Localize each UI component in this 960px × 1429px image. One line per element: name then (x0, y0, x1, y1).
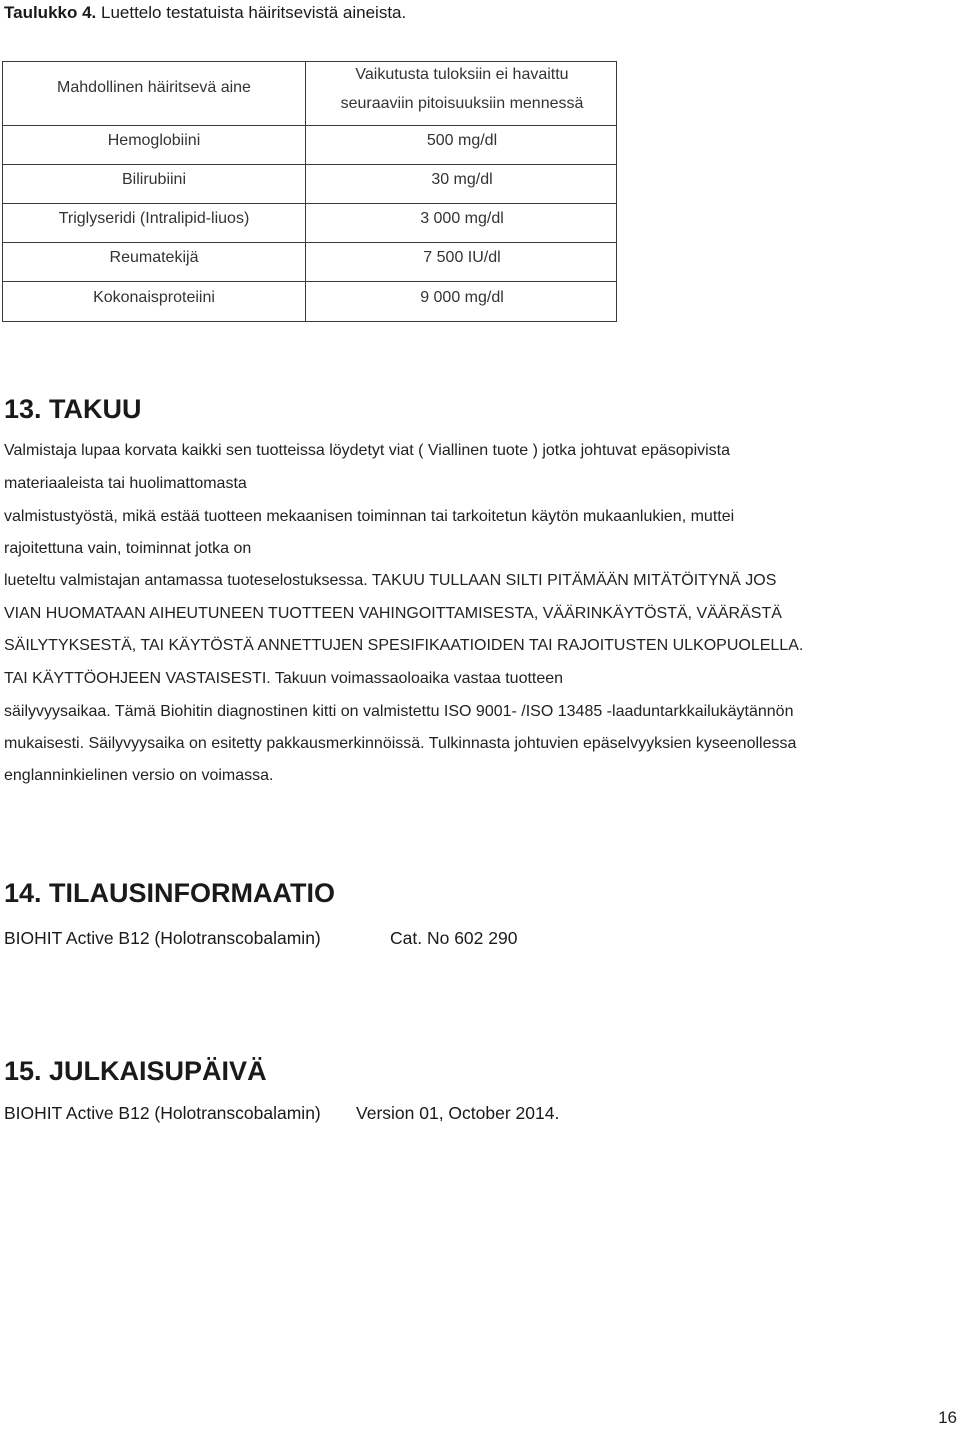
warranty-text-line: säilyvyysaikaa. Tämä Biohitin diagnostinen kitti on valmistettu ISO 9001- /ISO 13485 -laaduntarkkailukäytännön (4, 703, 794, 720)
interference-table (2, 61, 617, 322)
section-heading-publication-date: 15. JULKAISUPÄIVÄ (4, 1056, 267, 1086)
warranty-text-line: VIAN HUOMATAAN AIHEUTUNEEN TUOTTEEN VAHINGOITTAMISESTA, VÄÄRINKÄYTÖSTÄ, VÄÄRÄSTÄ (4, 605, 782, 622)
table-row-substance: Triglyseridi (Intralipid-liuos) (58, 210, 250, 227)
table-caption-label: Taulukko 4. (4, 3, 97, 22)
warranty-text-line: materiaaleista tai huolimattomasta (4, 475, 247, 492)
table-row-concentration: 9 000 mg/dl (420, 289, 504, 306)
header-concentration-line2: seuraaviin pitoisuuksiin mennessä (340, 95, 584, 112)
table-row-concentration: 500 mg/dl (426, 132, 498, 149)
table-row-divider (3, 281, 616, 282)
table-row-concentration: 30 mg/dl (431, 171, 493, 188)
warranty-text-line: englanninkielinen versio on voimassa. (4, 767, 274, 784)
page-number: 16 (938, 1408, 957, 1427)
table-row-substance: Hemoglobiini (107, 132, 201, 149)
warranty-text-line: lueteltu valmistajan antamassa tuoteselostuksessa. TAKUU TULLAAN SILTI PITÄMÄÄN MITÄTÖITYNÄ JOS (4, 572, 777, 589)
section-heading-warranty: 13. TAKUU (4, 394, 142, 424)
table-row-divider (3, 164, 616, 165)
warranty-text-line: mukaisesti. Säilyvyysaika on esitetty pakkausmerkinnöissä. Tulkinnasta johtuvien epäselvyyksien kyseenollessa (4, 735, 797, 752)
warranty-text-line: Valmistaja lupaa korvata kaikki sen tuotteissa löydetyt viat ( Viallinen tuote ) jotka johtuvat epäsopivista (4, 442, 731, 459)
table-row-divider (3, 203, 616, 204)
ordering-product-name: BIOHIT Active B12 (Holotranscobalamin) (4, 928, 321, 948)
table-caption (4, 2, 406, 24)
table-row-concentration: 7 500 IU/dl (423, 249, 501, 266)
table-row-concentration: 3 000 mg/dl (420, 210, 504, 227)
table-row-substance: Kokonaisproteiini (93, 289, 215, 306)
table-caption-text: Luettelo testatuista häiritsevistä aineista. (101, 3, 407, 22)
table-row-divider (3, 242, 616, 243)
publication-product-name: BIOHIT Active B12 (Holotranscobalamin) (4, 1103, 321, 1123)
table-row-substance: Reumatekijä (109, 249, 199, 266)
table-header-divider (3, 125, 616, 126)
warranty-text-line: SÄILYTYKSESTÄ, TAI KÄYTÖSTÄ ANNETTUJEN SPESIFIKAATIOIDEN TAI RAJOITUSTEN ULKOPUOLELLA. (4, 637, 804, 654)
table-row-substance: Bilirubiini (121, 171, 187, 188)
warranty-text-line: rajoitettuna vain, toiminnat jotka on (4, 540, 252, 557)
ordering-catalog-number: Cat. No 602 290 (390, 928, 518, 948)
warranty-text-line: TAI KÄYTTÖOHJEEN VASTAISESTI. Takuun voimassaoloaika vastaa tuotteen (4, 670, 564, 687)
header-substance: Mahdollinen häiritsevä aine (57, 79, 251, 96)
section-heading-ordering: 14. TILAUSINFORMAATIO (4, 878, 336, 908)
warranty-text-line: valmistustyöstä, mikä estää tuotteen mekaanisen toiminnan tai tarkoitetun käytön mukaanlukien, muttei (4, 508, 735, 525)
header-concentration-line1: Vaikutusta tuloksiin ei havaittu (355, 66, 569, 83)
publication-version: Version 01, October 2014. (356, 1103, 560, 1123)
